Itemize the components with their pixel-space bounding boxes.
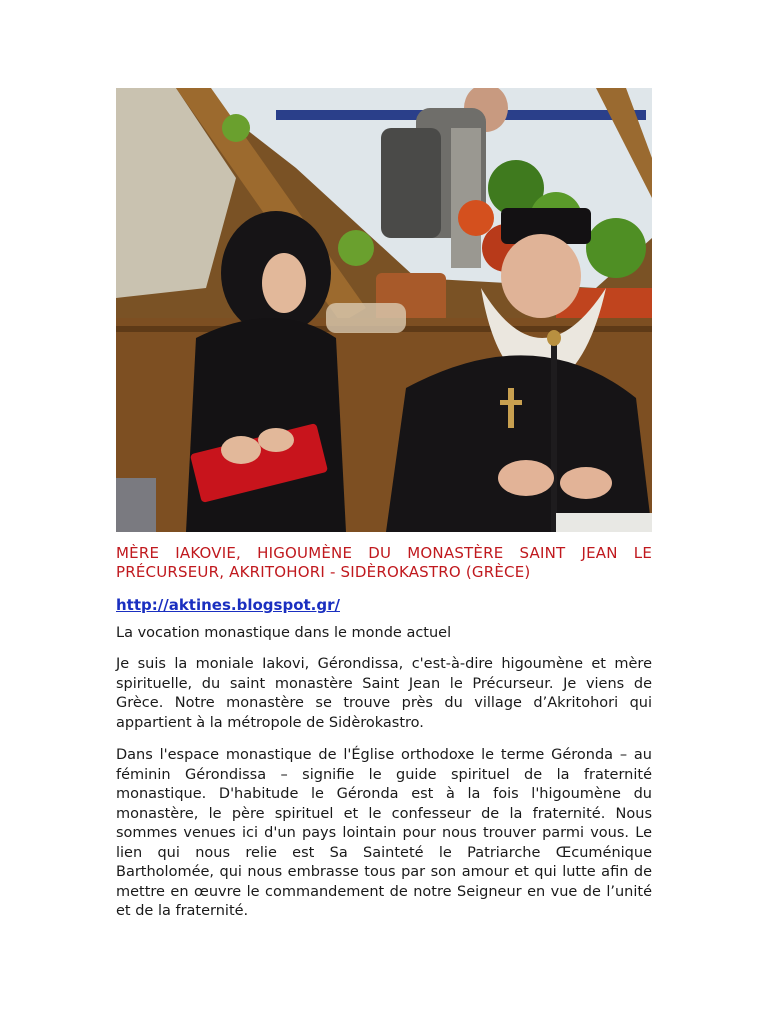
source-link[interactable]: http://aktines.blogspot.gr/ [116, 596, 340, 614]
article-subtitle: La vocation monastique dans le monde actuel [116, 625, 452, 641]
document-page [116, 88, 652, 922]
photo-clergy [116, 88, 652, 532]
paragraph-intro: Je suis la moniale Iakovi, Gérondissa, c'est-à-dire higoumène et mère spirituelle, du saint monastère Saint Jean le Précurseur. Je viens de Grèce. Notre monastère se trouve près du village d’Akritohori qui appartient à la métropole de Sidèrokastro. [116, 656, 652, 731]
paragraph-geronda: Dans l'espace monastique de l'Église orthodoxe le terme Géronda – au féminin Gérondissa – signifie le guide spirituel de la fraternité monastique. D'habitude le Géronda est à la fois l'higoumène du monastère, le père spirituel et le confesseur de la fraternité. Nous sommes venues ici d'un pays lointain pour nous trouver parmi vous. Le lien qui nous relie est Sa Sainteté le Patriarche Œcuménique Bartholomée, qui nous embrasse tous par son amour et qui lutte afin de mettre en œuvre le commandement de notre Seigneur en vue de l’unité et de la fraternité. [116, 747, 652, 919]
article-heading: MÈRE IAKOVIE, HIGOUMÈNE DU MONASTÈRE SAINT JEAN LE PRÉCURSEUR, AKRITOHORI - SIDÈROKASTRO (GRÈCE) [116, 544, 652, 581]
photograph-icon [116, 88, 652, 532]
